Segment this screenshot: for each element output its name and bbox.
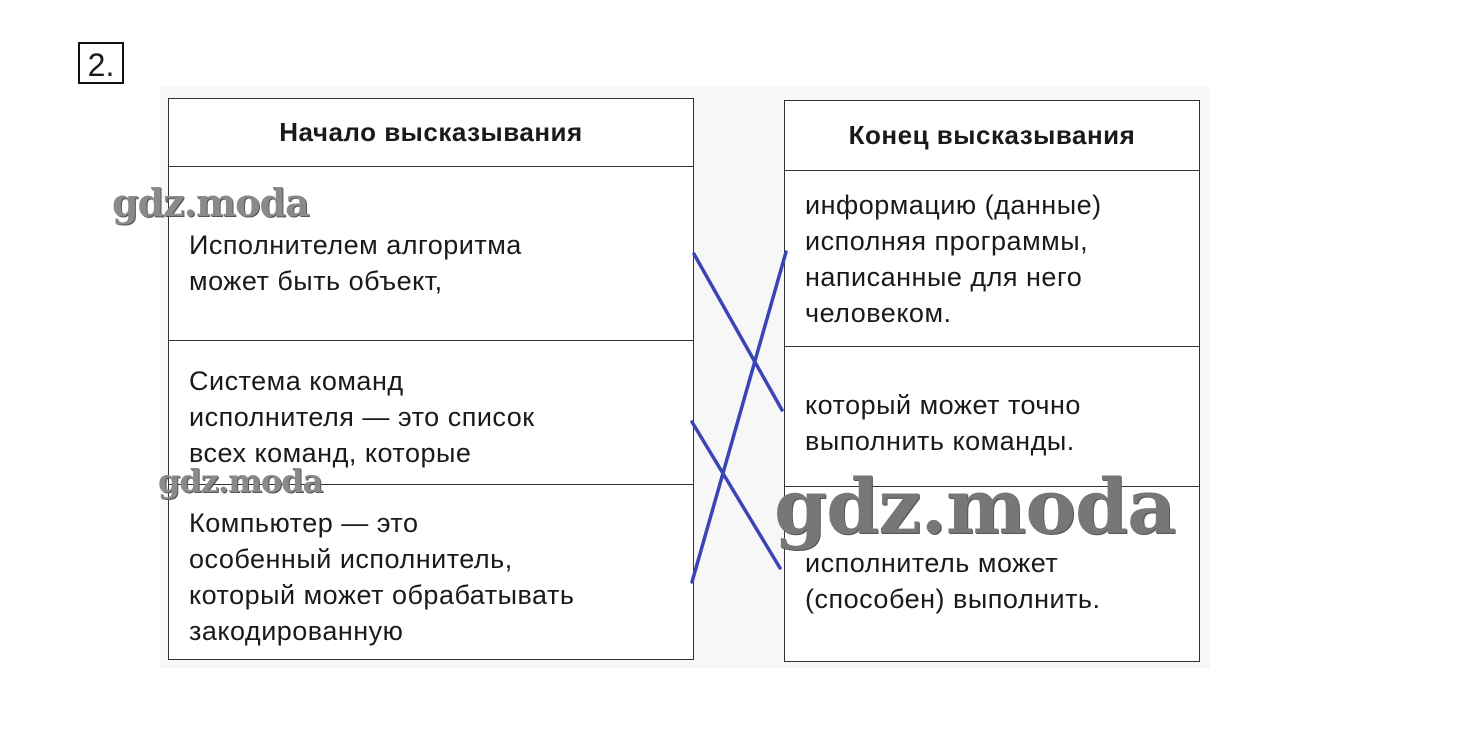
left-row-2-line-1: Система команд: [189, 366, 404, 396]
left-row-3-line-1: Компьютер — это: [189, 508, 419, 538]
right-row-2-line-1: который может точно: [805, 390, 1081, 420]
connector-line-1: [694, 254, 782, 410]
left-row-3-line-2: особенный исполнитель,: [189, 544, 513, 574]
right-row-1-line-3: написанные для него: [805, 262, 1083, 292]
left-row-1-line-1: Исполнителем алгоритма: [189, 230, 522, 260]
right-row-1-line-1: информацию (данные): [805, 190, 1102, 220]
left-row-1-line-2: может быть объект,: [189, 266, 443, 296]
watermark: gdz.moda: [774, 462, 1176, 551]
right-row-3-line-1: исполнитель может: [805, 548, 1059, 578]
watermark: gdz.moda: [158, 462, 323, 500]
right-table-header: Конец высказывания: [785, 101, 1199, 171]
left-table-header: Начало высказывания: [169, 99, 693, 167]
task-number: 2.: [78, 42, 124, 84]
left-row-2-line-2: исполнителя — это список: [189, 402, 535, 432]
left-row-3-line-4: закодированную: [189, 616, 404, 646]
connector-line-3: [692, 252, 786, 582]
right-row-3-line-2: (способен) выполнить.: [805, 584, 1101, 614]
left-row-2-line-3: всех команд, которые: [189, 438, 472, 468]
connector-line-2: [692, 422, 780, 568]
right-row-1-line-2: исполняя программы,: [805, 226, 1089, 256]
right-row-2-line-2: выполнить команды.: [805, 426, 1075, 456]
left-row-3-line-3: который может обрабатывать: [189, 580, 575, 610]
right-row-1-line-4: человеком.: [805, 298, 952, 328]
watermark: gdz.moda: [112, 180, 309, 225]
